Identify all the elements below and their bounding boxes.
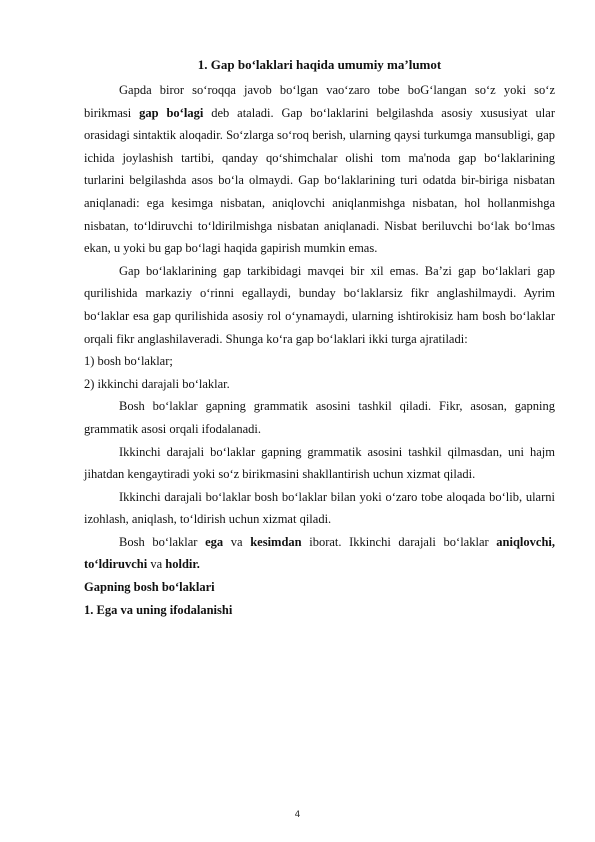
term-ega: ega bbox=[205, 534, 224, 549]
paragraph-definition bbox=[84, 79, 555, 260]
list-item-2: 2) ikkinchi darajali bo‘laklar. bbox=[84, 376, 230, 391]
paragraph-secondary-function: Ikkinchi darajali bo‘laklar bosh bo‘laklar bilan yoki o‘zaro tobe aloqada bo‘lib, ularni izohlash, aniqlash, to‘ldirish uchun xizmat qiladi. bbox=[84, 489, 555, 527]
term-kesim: kesimdan bbox=[250, 534, 302, 549]
text-run: va bbox=[223, 534, 251, 549]
text-run: va bbox=[147, 557, 166, 572]
subheading-main-parts: Gapning bosh bo‘laklari bbox=[84, 580, 215, 595]
paragraph-secondary-parts: Ikkinchi darajali bo‘laklar gapning grammatik asosini tashkil qilmasdan, uni hajm jihatdan kengaytiradi yoki so‘z birikmasini shakllantirish uchun xizmat qiladi. bbox=[84, 444, 555, 482]
document-page bbox=[84, 56, 555, 621]
term-aniqlovchi-toldiruvchi: aniqlovchi, to‘ldiruvchi bbox=[84, 534, 555, 572]
term-gap-bolagi: gap bo‘lagi bbox=[139, 105, 204, 120]
text-run: Bosh bo‘laklar bbox=[119, 534, 206, 549]
list-item-1: 1) bosh bo‘laklar; bbox=[84, 354, 173, 369]
term-hol: holdir. bbox=[165, 557, 200, 572]
text-run: iborat. Ikkinchi darajali bo‘laklar bbox=[301, 534, 497, 549]
page-number: 4 bbox=[294, 810, 301, 820]
text-run: Gapda biror so‘roqqa javob bo‘lgan vao‘zaro tobe boG‘langan so‘z yoki so‘z birikmasi bbox=[84, 83, 555, 120]
paragraph-main-parts: Bosh bo‘laklar gapning grammatik asosini tashkil qiladi. Fikr, asosan, gapning grammatik asosi orqali ifodalanadi. bbox=[84, 399, 555, 436]
text-run: deb ataladi. Gap bo‘laklarini belgilashda asosiy xususiyat ular orasidagi sintaktik aloqadir. So‘zlarga so‘roq berish, ularning qaysi turkumga mansubligi, gap ichida joylashish tartibi, qanday qo‘shimchalar olishi tom ma'noda gap bo‘laklarining turlarini belgilashda asos bo‘la olmaydi. Gap bo‘laklarining turi odatda bir-biriga nisbatan aniqlanadi: ega kesimga nisbatan, aniqlovchi aniqlanmishga nisbatan, hol hollanmishga nisbatan, to‘ldiruvchi to‘ldirilmishga nisbatan aniqlanadi. Nisbat beriluvchi bo‘lak bo‘lmas ekan, u yoki bu gap bo‘lagi haqida gapirish mumkin emas. bbox=[84, 105, 555, 256]
subheading-subject: 1. Ega va uning ifodalanishi bbox=[84, 602, 233, 617]
paragraph-parts-list bbox=[84, 531, 555, 576]
section-heading: 1. Gap bo‘laklari haqida umumiy ma’lumot bbox=[197, 57, 442, 72]
paragraph-status: Gap bo‘laklarining gap tarkibidagi mavqei bir xil emas. Ba’zi gap bo‘laklari gap qurilishida markaziy o‘rinni egallaydi, bunday bo‘laklarsiz fikr anglashilmaydi. Ayrim bo‘laklar esa gap qurilishida asosiy rol o‘ynamaydi, ularning ishtirokisiz ham bosh bo‘laklar orqali fikr anglashilaveradi. Shunga ko‘ra gap bo‘laklari ikki turga ajratiladi: bbox=[84, 263, 555, 346]
